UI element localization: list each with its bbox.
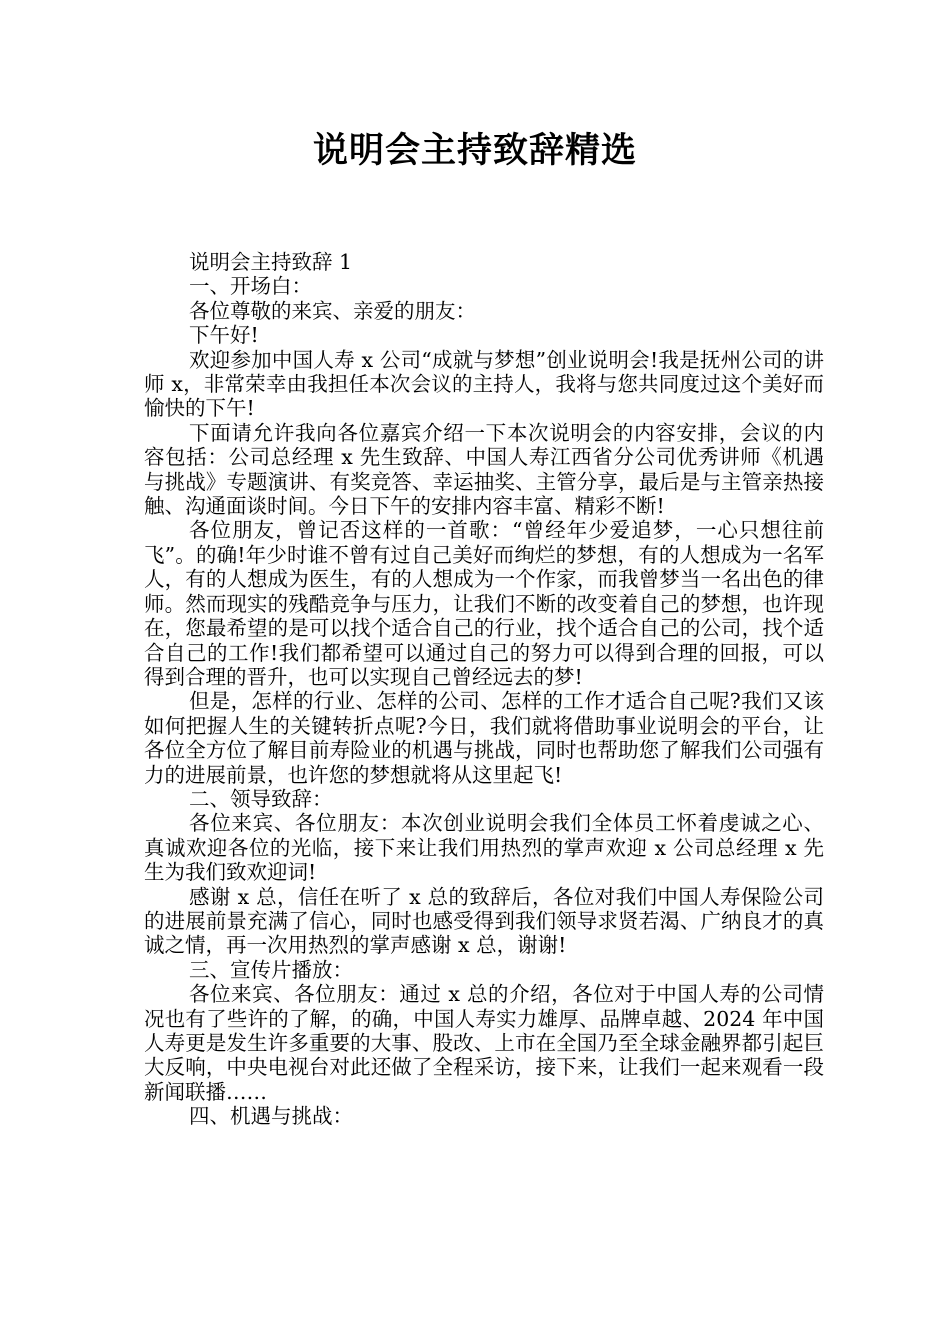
document-title: 说明会主持致辞精选: [312, 131, 637, 171]
section-heading-leader-speech: 二、领导致辞：: [189, 786, 333, 811]
paragraph: 下面请允许我向各位嘉宾介绍一下本次说明会的内容安排，会议的内容包括：公司总经理 x 先生致辞、中国人寿江西省分公司优秀讲师《机遇与挑战》专题演讲、有奖竞答、幸运抽奖、主管分享，最后是与主管亲热接触、沟通面谈时间。今日下午的安排内容丰富、精彩不断!: [144, 420, 824, 519]
section-heading-opening: 一、开场白：: [189, 274, 312, 299]
paragraph: 欢迎参加中国人寿 x 公司“成就与梦想”创业说明会!我是抚州公司的讲师 x，非常荣幸由我担任本次会议的主持人，我将与您共同度过这个美好而愉快的下午!: [144, 347, 824, 421]
paragraph-heading: 说明会主持致辞 1: [189, 250, 353, 274]
paragraph: 各位朋友，曾记否这样的一首歌：“曾经年少爱追梦，一心只想往前飞”。的确!年少时谁不曾有过自己美好而绚烂的梦想，有的人想成为一名军人，有的人想成为医生，有的人想成为一个作家，而我曾梦当一名出色的律师。然而现实的残酷竞争与压力，让我们不断的改变着自己的梦想，也许现在，您最希望的是可以找个适合自己的行业，找个适合自己的公司，找个适合自己的工作!我们都希望可以通过自己的努力可以得到合理的回报，可以得到合理的晋升，也可以实现自己曾经远去的梦!: [144, 518, 824, 689]
document-body: [144, 250, 824, 1129]
paragraph: 各位来宾、各位朋友：通过 x 总的介绍，各位对于中国人寿的公司情况也有了些许的了解，的确，中国人寿实力雄厚、品牌卓越、2024 年中国人寿更是发生许多重要的大事、股改、上市在全国乃至全球金融界都引起巨大反响，中央电视台对此还做了全程采访，接下来，让我们一起来观看一段新闻联播……: [144, 982, 824, 1104]
section-heading-promo-video: 三、宣传片播放：: [189, 957, 353, 982]
section-heading-opportunity: 四、机遇与挑战：: [189, 1104, 353, 1129]
paragraph: 各位来宾、各位朋友：本次创业说明会我们全体员工怀着虔诚之心、真诚欢迎各位的光临，接下来让我们用热烈的掌声欢迎 x 公司总经理 x 先生为我们致欢迎词!: [144, 811, 824, 885]
paragraph: 各位尊敬的来宾、亲爱的朋友：: [189, 298, 476, 323]
paragraph: 感谢 x 总，信任在听了 x 总的致辞后，各位对我们中国人寿保险公司的进展前景充满了信心，同时也感受得到我们领导求贤若渴、广纳良才的真诚之情，再一次用热烈的掌声感谢 x 总，谢谢!: [144, 884, 824, 958]
paragraph: 但是，怎样的行业、怎样的公司、怎样的工作才适合自己呢?我们又该如何把握人生的关键转折点呢?今日，我们就将借助事业说明会的平台，让各位全方位了解目前寿险业的机遇与挑战，同时也帮助您了解我们公司强有力的进展前景，也许您的梦想就将从这里起飞!: [144, 689, 824, 787]
paragraph: 下午好!: [189, 323, 259, 348]
